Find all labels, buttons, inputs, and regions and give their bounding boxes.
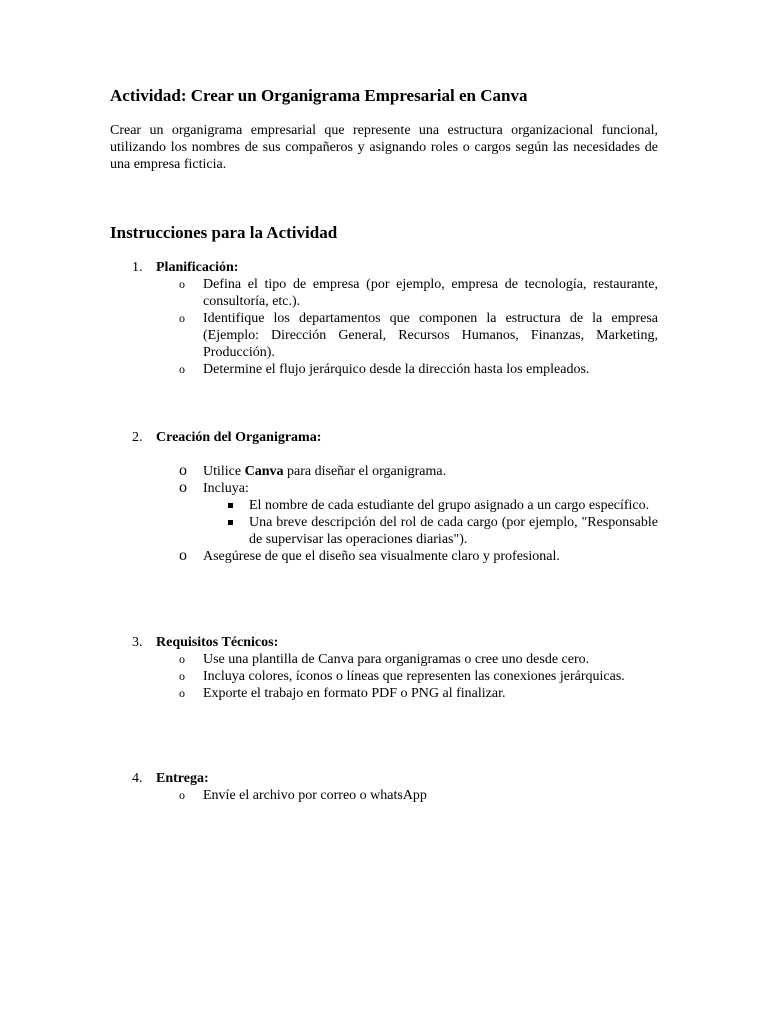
instructions-heading: Instrucciones para la Actividad (110, 223, 338, 242)
circle-bullet-icon: o (179, 362, 185, 376)
list-item (110, 668, 658, 685)
circle-bullet-icon: o (179, 462, 187, 479)
step-requisitos (110, 634, 658, 702)
nested-list-item (110, 514, 658, 548)
step-label: Requisitos Técnicos: (156, 635, 279, 650)
list-item (110, 548, 658, 565)
step-number: 4. (132, 771, 143, 786)
circle-bullet-icon: o (179, 479, 187, 496)
step-label: Planificación: (156, 260, 239, 275)
circle-bullet-icon: o (179, 547, 187, 564)
list-item-text: Asegúrese de que el diseño sea visualmente claro y profesional. (203, 549, 560, 564)
step-label: Entrega: (156, 771, 209, 786)
list-item-text: Use una plantilla de Canva para organigramas o cree uno desde cero. (203, 652, 590, 667)
step-label: Creación del Organigrama: (156, 430, 322, 445)
nested-list-item-text: El nombre de cada estudiante del grupo asignado a un cargo específico. (249, 498, 650, 513)
list-item (110, 787, 658, 804)
canva-emphasis: Canva (244, 464, 284, 479)
circle-bullet-icon: o (179, 788, 185, 802)
list-item (110, 310, 658, 361)
step-creacion (110, 429, 658, 565)
step-number: 3. (132, 635, 143, 650)
list-item (110, 276, 658, 310)
list-item (110, 651, 658, 668)
list-item-text: Incluya colores, íconos o líneas que representen las conexiones jerárquicas. (203, 669, 625, 684)
nested-list-item (110, 497, 658, 514)
list-item-text: Envíe el archivo por correo o whatsApp (203, 788, 427, 803)
list-item-text: Incluya: (203, 481, 249, 496)
document-title: Actividad: Crear un Organigrama Empresarial en Canva (110, 86, 528, 105)
circle-bullet-icon: o (179, 686, 185, 700)
circle-bullet-icon: o (179, 652, 185, 666)
list-item (110, 685, 658, 702)
step-number: 1. (132, 260, 143, 275)
square-bullet-icon (228, 503, 233, 508)
list-item-text: Utilice Canva para diseñar el organigrama. (203, 464, 447, 479)
step-entrega (110, 770, 658, 804)
square-bullet-icon (228, 520, 233, 525)
list-item (110, 463, 658, 480)
list-item-text: Defina el tipo de empresa (por ejemplo, empresa de tecnología, restaurante, consultoría, etc.). (203, 277, 658, 309)
step-number: 2. (132, 430, 143, 445)
list-item-text: Identifique los departamentos que componen la estructura de la empresa (Ejemplo: Dirección General, Recursos Humanos, Finanzas, Marketing, Producción). (203, 311, 658, 360)
step-planificacion (110, 259, 658, 378)
circle-bullet-icon: o (179, 277, 185, 291)
list-item-text: Exporte el trabajo en formato PDF o PNG al finalizar. (203, 686, 506, 701)
intro-paragraph: Crear un organigrama empresarial que represente una estructura organizacional funcional, utilizando los nombres de sus compañeros y asignando roles o cargos según las necesidades de una empresa ficticia. (110, 123, 658, 172)
nested-list-item-text: Una breve descripción del rol de cada cargo (por ejemplo, "Responsable de supervisar las operaciones diarias"). (249, 515, 658, 547)
list-item-text: Determine el flujo jerárquico desde la dirección hasta los empleados. (203, 362, 590, 377)
list-item (110, 361, 658, 378)
circle-bullet-icon: o (179, 669, 185, 683)
list-item (110, 480, 658, 497)
circle-bullet-icon: o (179, 311, 185, 325)
